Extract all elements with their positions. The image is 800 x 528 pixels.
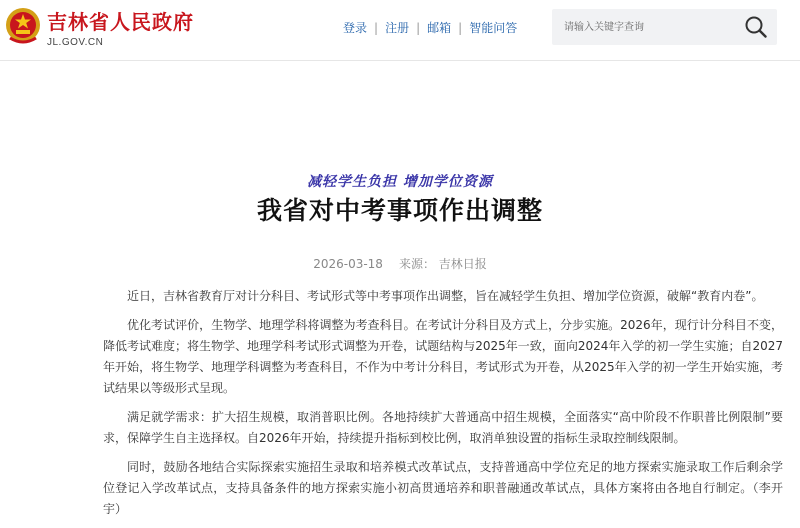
article-title: 我省对中考事项作出调整 [256,196,543,225]
article-paragraph: 近日，吉林省教育厅对计分科目、考试形式等中考事项作出调整，旨在减轻学生负担、增加学位资源，破解“教育内卷”。 [127,289,764,303]
smart-qa-link[interactable]: 智能问答 [469,21,518,35]
register-link[interactable]: 注册 [385,21,410,35]
top-nav [343,19,517,36]
search-input[interactable] [552,9,727,45]
mail-link[interactable]: 邮箱 [427,21,452,35]
publish-date: 2026-03-18 [313,257,383,271]
article-meta [0,255,800,272]
site-domain: JL.GOV.CN [47,37,104,48]
nav-separator: | [458,21,463,35]
nav-separator: | [416,21,421,35]
search-icon[interactable] [743,14,769,40]
article-paragraph: 优化考试评价，生物学、地理学科将调整为考查科目。在考试计分科目及方式上，分步实施。2026年，现行计分科目不变，降低考试难度；将生物学、地理学科考试形式调整为开卷，试题结构与2025年一致，面向2024年入学的初一学生实施；自2027年开始，将生物学、地理学科调整为考查科目，不作为中考计分科目，考试形式为开卷，从2025年入学的初一学生开始实施，考试结果以等级形式呈现。 [103,318,783,395]
nav-separator: | [374,21,379,35]
article-paragraph: 满足就学需求：扩大招生规模，取消普职比例。各地持续扩大普通高中招生规模，全面落实“高中阶段不作职普比例限制”要求，保障学生自主选择权。自2026年开始，持续提升指标到校比例，取消单独设置的指标生录取控制线限制。 [103,410,783,445]
article-paragraph: 同时，鼓励各地结合实际探索实施招生录取和培养模式改革试点，支持普通高中学位充足的地方探索实施录取工作后剩余学位登记入学改革试点，支持具备条件的地方探索实施小初高贯通培养和职普融通改革试点，具体方案将由各地自行制定。（李开宇） [103,460,783,516]
search-box [552,9,777,45]
site-name[interactable]: 吉林省人民政府 [47,10,194,34]
site-header [0,0,800,61]
national-emblem-icon[interactable] [4,6,42,46]
article-subtitle: 减轻学生负担 增加学位资源 [307,174,493,190]
article-body [103,286,783,528]
article-source: 来源： 吉林日报 [398,257,487,271]
login-link[interactable]: 登录 [343,21,368,35]
